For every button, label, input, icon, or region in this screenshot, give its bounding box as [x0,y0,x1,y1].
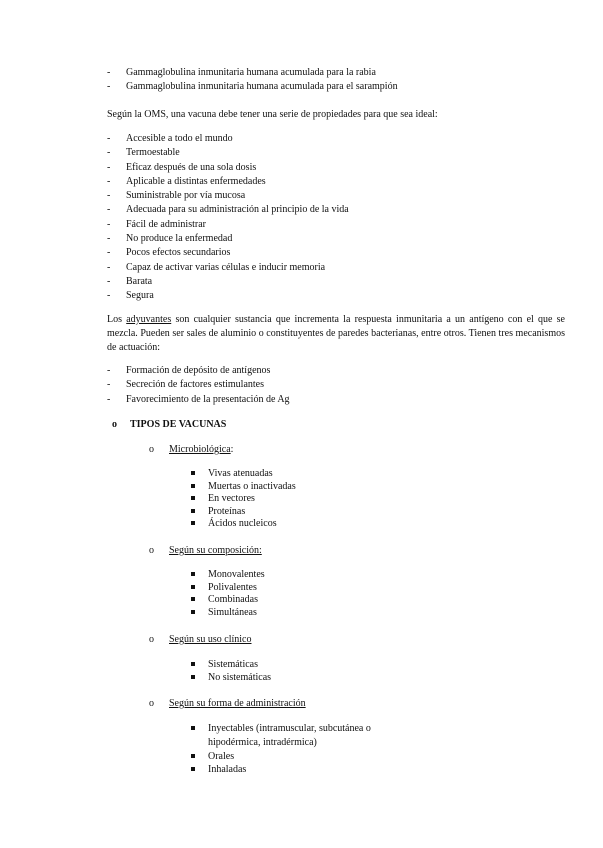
list-item: - Secreción de factores estimulantes [107,378,290,392]
top-list [107,66,398,95]
group-heading [149,443,233,457]
list-item: - Eficaz después de una sola dosis [107,161,349,175]
list-item: Inyectables (intramuscular, subcutánea o hipodérmica, intradérmica) [189,722,398,750]
list-item: Orales [189,750,398,763]
group-heading [149,544,262,558]
list-item: Ácidos nucleicos [189,517,296,530]
adjuvants-text: son cualquier sustancia que incrementa la respuesta inmunitaria a un antígeno con el que se mezcla. Pueden ser sales de aluminio o constituyentes de paredes bacterianas, entre otros. Tienen tres mecanismos de actuación: [107,314,565,353]
group-title: Microbiológica [169,444,231,455]
group-title: Según su uso clínico [169,634,252,645]
list-item: - Pocos efectos secundarios [107,246,349,260]
list-item: Inhaladas [189,763,398,776]
group-heading [149,697,306,711]
group-title: Según su composición: [169,545,262,556]
list-item: - Barata [107,275,349,289]
list-item: Monovalentes [189,568,265,581]
group-list [189,467,296,530]
group-title: Según su forma de administración [169,698,306,709]
list-item: - Termoestable [107,146,349,160]
list-item: Polivalentes [189,581,265,594]
list-item: Combinadas [189,593,265,606]
group-list [189,568,265,618]
list-item: Proteínas [189,505,296,518]
group-list [189,722,398,775]
section-heading [112,418,226,432]
list-item: - Capaz de activar varias células e inducir memoria [107,261,349,275]
list-item: - Accesible a todo el mundo [107,132,349,146]
list-item: Muertas o inactivadas [189,480,296,493]
adjuvants-paragraph [107,313,565,355]
oms-intro: Según la OMS, una vacuna debe tener una serie de propiedades para que sea ideal: [107,109,438,120]
circle-bullet-icon: o [149,634,154,645]
group-heading [149,633,252,647]
list-item: - Segura [107,289,349,303]
circle-bullet-icon: o [112,419,117,430]
list-item: - Adecuada para su administración al principio de la vida [107,203,349,217]
list-item: - Favorecimiento de la presentación de Ag [107,393,290,407]
circle-bullet-icon: o [149,545,154,556]
list-item: Sistemáticas [189,658,271,671]
circle-bullet-icon: o [149,698,154,709]
list-item: - No produce la enfermedad [107,232,349,246]
list-item: - Suministrable por vía mucosa [107,189,349,203]
list-item: Simultáneas [189,606,265,619]
adjuvants-prefix: Los [107,314,127,325]
circle-bullet-icon: o [149,444,154,455]
list-item: - Gammaglobulina inmunitaria humana acumulada para el sarampión [107,80,398,94]
mechanisms-list [107,364,290,407]
list-item: En vectores [189,492,296,505]
list-item: - Formación de depósito de antígenos [107,364,290,378]
section-title: TIPOS DE VACUNAS [130,419,227,430]
oms-properties-list [107,132,349,304]
list-item: No sistemáticas [189,671,271,684]
group-title-suffix: : [230,444,234,455]
list-item: - Gammaglobulina inmunitaria humana acumulada para la rabia [107,66,398,80]
list-item: - Aplicable a distintas enfermedades [107,175,349,189]
adjuvants-term: adyuvantes [126,314,172,325]
list-item: - Fácil de administrar [107,218,349,232]
list-item: Vivas atenuadas [189,467,296,480]
group-list [189,658,271,683]
